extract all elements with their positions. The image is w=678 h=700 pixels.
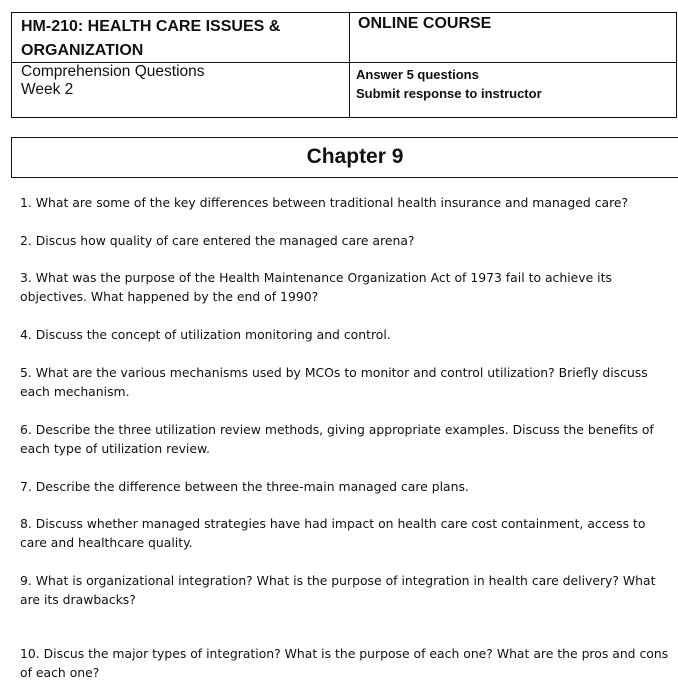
course-title: HM-210: HEALTH CARE ISSUES & ORGANIZATION <box>21 18 281 59</box>
question-5: 5. What are the various mechanisms used by MCOs to monitor and control utilization? Briefly discuss each mechanism. <box>20 365 648 399</box>
question-7: 7. Describe the difference between the three-main managed care plans. <box>20 479 469 494</box>
question-6: 6. Describe the three utilization review methods, giving appropriate examples. Discuss the benefits of each type of utilization review. <box>20 422 654 456</box>
question-4: 4. Discuss the concept of utilization monitoring and control. <box>20 327 391 342</box>
course-header-table <box>11 12 677 118</box>
instruction-answer: Answer 5 questions <box>356 67 479 82</box>
question-3: 3. What was the purpose of the Health Maintenance Organization Act of 1973 fail to achieve its objectives. What happened by the end of 1990? <box>20 270 612 304</box>
instruction-submit: Submit response to instructor <box>356 86 542 101</box>
question-2: 2. Discus how quality of care entered the managed care arena? <box>20 233 415 248</box>
question-1: 1. What are some of the key differences between traditional health insurance and managed care? <box>20 195 629 210</box>
chapter-title: Chapter 9 <box>306 145 404 168</box>
course-type: ONLINE COURSE <box>358 15 492 32</box>
chapter-heading-box <box>11 137 678 178</box>
comprehension-line: Comprehension Questions <box>21 63 205 80</box>
question-8: 8. Discuss whether managed strategies have had impact on health care cost containment, access to care and healthcare quality. <box>20 516 646 550</box>
table-column-divider <box>349 13 350 118</box>
week-line: Week 2 <box>21 81 74 98</box>
question-9: 9. What is organizational integration? What is the purpose of integration in health care delivery? What are its drawbacks? <box>20 573 656 607</box>
comprehension-label <box>21 63 205 99</box>
instructions <box>356 65 542 103</box>
question-10: 10. Discus the major types of integration? What is the purpose of each one? What are the pros and cons of each one? <box>20 646 669 680</box>
